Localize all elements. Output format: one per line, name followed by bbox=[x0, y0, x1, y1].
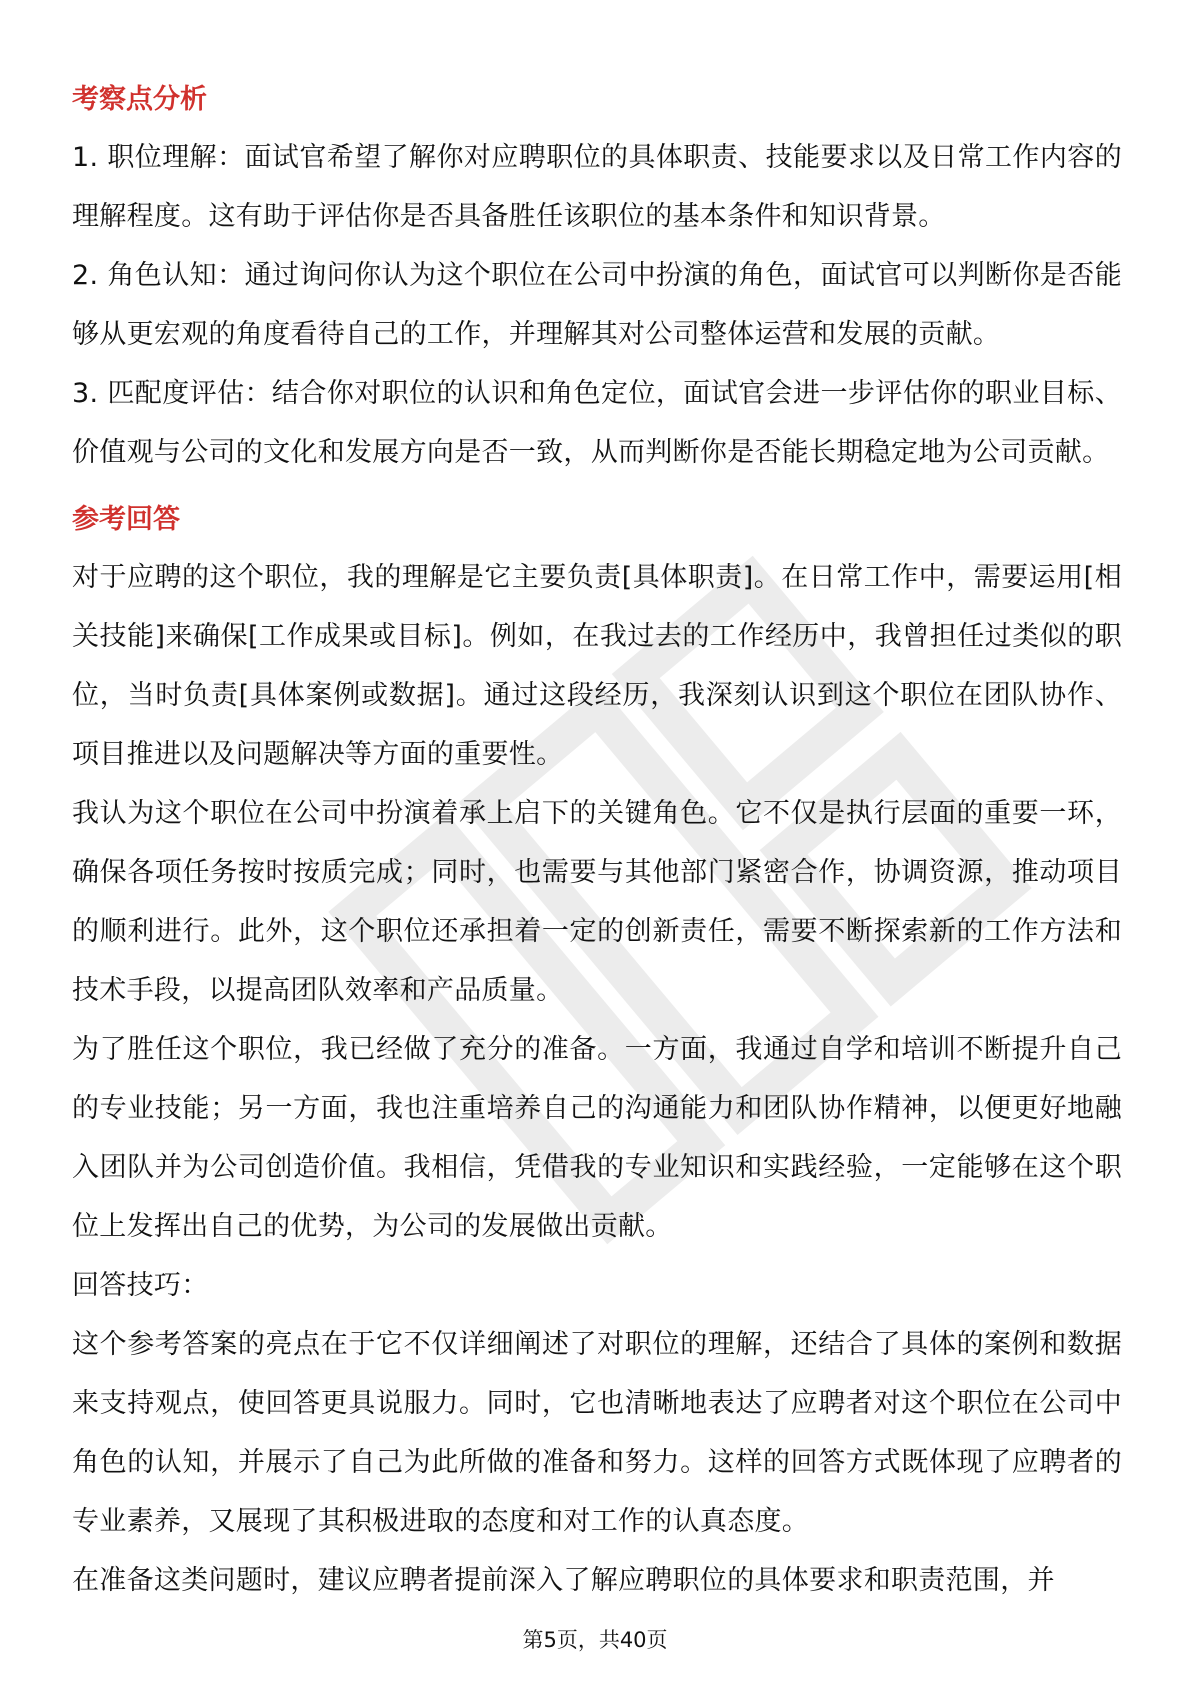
answer-paragraph: 对于应聘的这个职位，我的理解是它主要负责[具体职责]。在日常工作中，需要运用[相关技能]来确保[工作成果或目标]。例如，在我过去的工作经历中，我曾担任过类似的职位，当时负责[具体案例或数据]。通过这段经历，我深刻认识到这个职位在团队协作、项目推进以及问题解决等方面的重要性。 bbox=[72, 562, 1122, 770]
page-content bbox=[72, 78, 1122, 1610]
analysis-item: 1. 职位理解：面试官希望了解你对应聘职位的具体职责、技能要求以及日常工作内容的理解程度。这有助于评估你是否具备胜任该职位的基本条件和知识背景。 bbox=[72, 142, 1122, 232]
tips-heading: 回答技巧： bbox=[72, 1270, 209, 1301]
section-title-analysis: 考察点分析 bbox=[72, 84, 207, 115]
analysis-item: 3. 匹配度评估：结合你对职位的认识和角色定位，面试官会进一步评估你的职业目标、价值观与公司的文化和发展方向是否一致，从而判断你是否能长期稳定地为公司贡献。 bbox=[72, 378, 1122, 468]
section-title-reference-answer: 参考回答 bbox=[72, 504, 180, 535]
page-number: 第5页，共40页 bbox=[522, 1628, 668, 1652]
answer-paragraph: 为了胜任这个职位，我已经做了充分的准备。一方面，我通过自学和培训不断提升自己的专业技能；另一方面，我也注重培养自己的沟通能力和团队协作精神，以便更好地融入团队并为公司创造价值。我相信，凭借我的专业知识和实践经验，一定能够在这个职位上发挥出自己的优势，为公司的发展做出贡献。 bbox=[72, 1034, 1122, 1242]
analysis-item: 2. 角色认知：通过询问你认为这个职位在公司中扮演的角色，面试官可以判断你是否能够从更宏观的角度看待自己的工作，并理解其对公司整体运营和发展的贡献。 bbox=[72, 260, 1122, 350]
answer-paragraph: 我认为这个职位在公司中扮演着承上启下的关键角色。它不仅是执行层面的重要一环，确保各项任务按时按质完成；同时，也需要与其他部门紧密合作，协调资源，推动项目的顺利进行。此外，这个职位还承担着一定的创新责任，需要不断探索新的工作方法和技术手段，以提高团队效率和产品质量。 bbox=[72, 798, 1122, 1006]
tips-paragraph: 在准备这类问题时，建议应聘者提前深入了解应聘职位的具体要求和职责范围，并 bbox=[72, 1565, 1055, 1596]
tips-paragraph: 这个参考答案的亮点在于它不仅详细阐述了对职位的理解，还结合了具体的案例和数据来支持观点，使回答更具说服力。同时，它也清晰地表达了应聘者对这个职位在公司中角色的认知，并展示了自己为此所做的准备和努力。这样的回答方式既体现了应聘者的专业素养，又展现了其积极进取的态度和对工作的认真态度。 bbox=[72, 1329, 1122, 1537]
